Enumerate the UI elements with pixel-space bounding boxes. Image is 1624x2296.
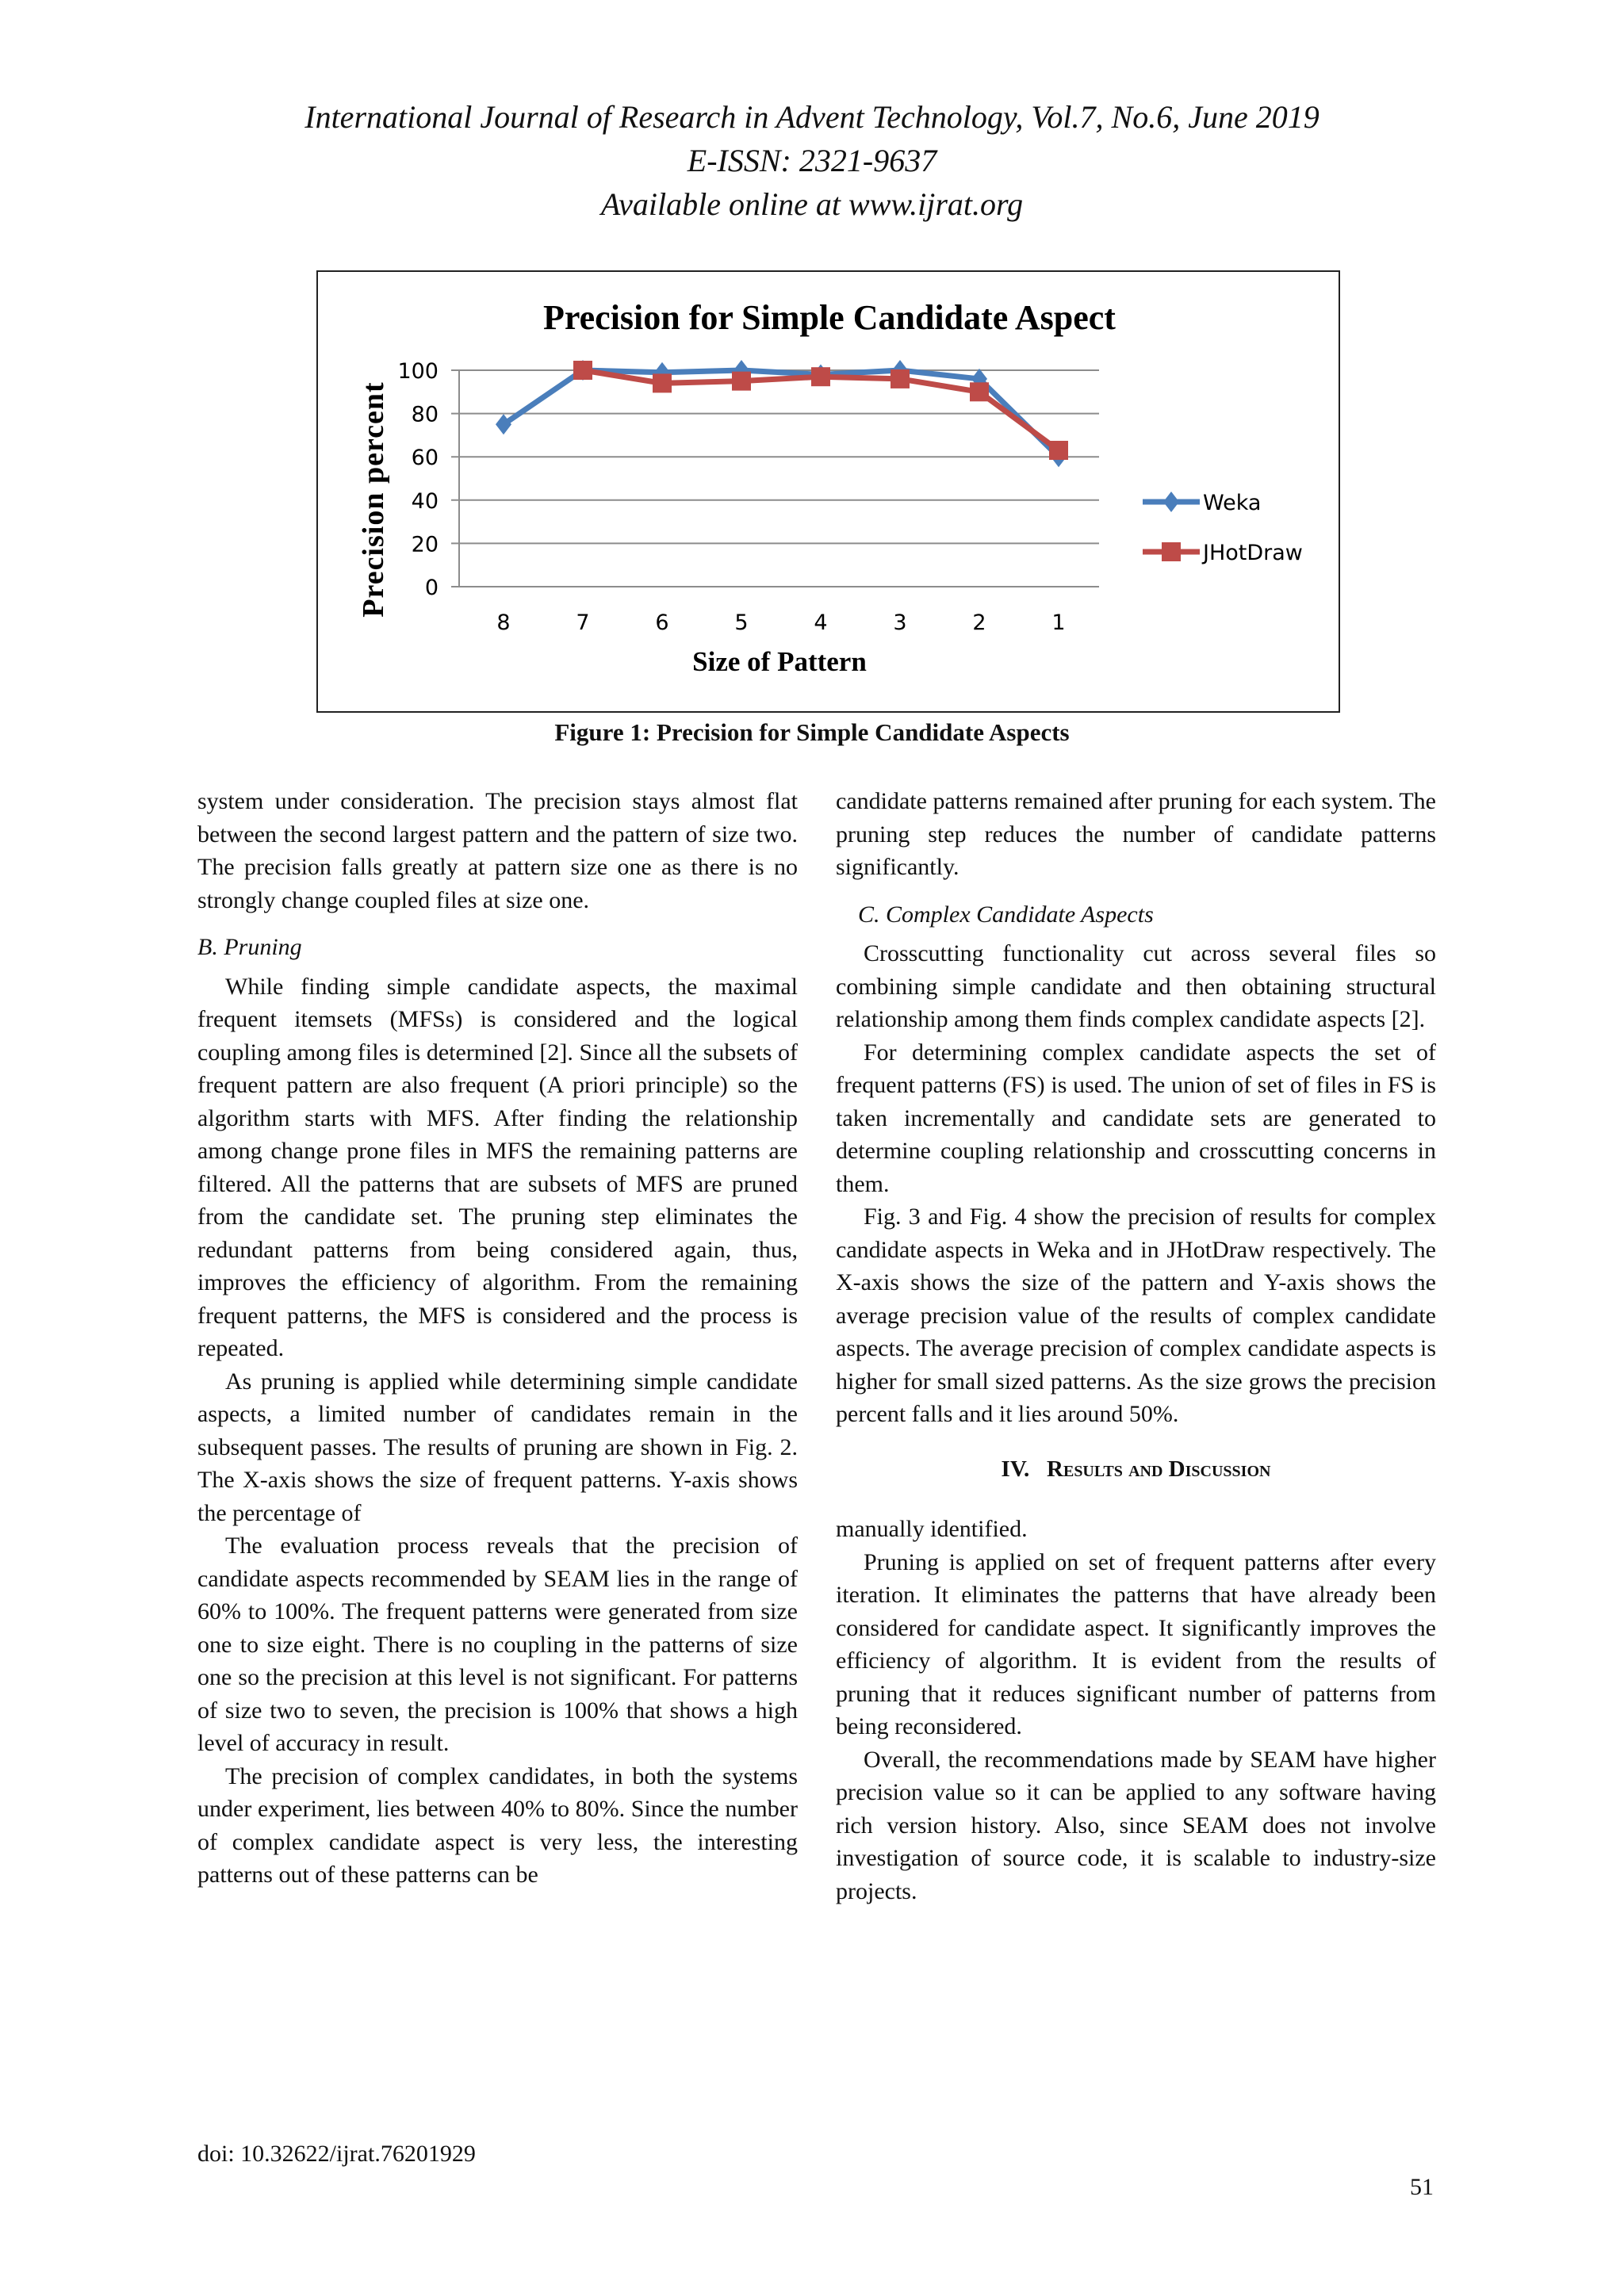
jhotdraw-point-marker	[970, 382, 989, 401]
paragraph: As pruning is applied while determining simple candidate aspects, a limited number of candidates remain in the subsequent passes. The results of pruning are shown in Fig. 2. The X-axis shows the size of frequent patterns. Y-axis shows the percentage of	[197, 1368, 798, 1526]
x-tick-label: 4	[814, 610, 828, 635]
paragraph: Pruning is applied on set of frequent patterns after every iteration. It eliminates the patterns that have already been considered for candidate aspect. It significantly improves the efficiency of algorithm. It is evident from the results of pruning that it reduces significant number of patterns from being reconsidered.	[836, 1548, 1436, 1739]
weka-point-marker	[1163, 492, 1179, 512]
jhotdraw-point-marker	[573, 361, 592, 380]
section-title: Results and Discussion	[1047, 1456, 1271, 1482]
x-axis-title: Size of Pattern	[692, 646, 867, 677]
y-tick-label: 100	[397, 359, 439, 384]
jhotdraw-point-marker	[1049, 441, 1068, 460]
legend-label: JHotDraw	[1203, 541, 1303, 565]
paragraph: The precision of complex candidates, in both the systems under experiment, lies between 40% to 80%. Since the number of complex candidate aspect is very less, the interesting patterns out of these patterns can be	[197, 1762, 798, 1888]
x-tick-label: 6	[655, 610, 669, 635]
left-column	[197, 785, 798, 1892]
figure-1-chart	[316, 270, 1340, 713]
paragraph: Fig. 3 and Fig. 4 show the precision of results for complex candidate aspects in Weka and in JHotDraw respectively. The X-axis shows the size of the pattern and Y-axis shows the average precision value of the results of complex candidate aspects. The average precision of complex candidate aspects is higher for small sized patterns. As the size grows the precision percent falls and it lies around 50%.	[836, 1203, 1436, 1427]
x-tick-label: 1	[1051, 610, 1066, 635]
paragraph: manually identified.	[836, 1516, 1028, 1542]
y-tick-label: 60	[411, 446, 439, 471]
right-column	[836, 785, 1436, 1908]
jhotdraw-point-marker	[891, 369, 910, 388]
x-tick-label: 7	[576, 610, 590, 635]
issn: E-ISSN: 2321-9637	[687, 143, 937, 178]
y-tick-label: 0	[424, 576, 439, 600]
online-url: Available online at www.ijrat.org	[600, 186, 1024, 222]
figure-caption: Figure 1: Precision for Simple Candidate Aspects	[554, 718, 1070, 746]
paragraph: candidate patterns remained after pruning for each system. The pruning step reduces the number of candidate patterns significantly.	[836, 788, 1436, 880]
chart-title: Precision for Simple Candidate Aspect	[543, 298, 1116, 337]
section-heading-results	[836, 1453, 1436, 1487]
paragraph: Crosscutting functionality cut across several files so combining simple candidate and then obtaining structural relationship among them finds complex candidate aspects [2].	[836, 940, 1436, 1032]
y-tick-label: 20	[411, 532, 439, 557]
subsection-heading-pruning: B. Pruning	[197, 934, 302, 960]
x-tick-label: 3	[893, 610, 907, 635]
x-tick-label: 8	[496, 610, 511, 635]
x-tick-label: 2	[972, 610, 986, 635]
paragraph: While finding simple candidate aspects, the maximal frequent itemsets (MFSs) is considered and the logical coupling among files is determined [2]. Since all the subsets of frequent pattern are also frequent (A priori principle) so the algorithm starts with MFS. After finding the relationship among change prone files in MFS the remaining patterns are filtered. All the patterns that are subsets of MFS are pruned from the candidate set. The pruning step eliminates the redundant patterns from being considered again, thus, improves the efficiency of algorithm. From the remaining frequent patterns, the MFS is considered and the process is repeated.	[197, 973, 798, 1361]
paragraph: system under consideration. The precision stays almost flat between the second largest pattern and the pattern of size two. The precision falls greatly at pattern size one as there is no strongly change coupled files at size one.	[197, 788, 798, 913]
paragraph: Overall, the recommendations made by SEAM have higher precision value so it can be applied to any software having rich version history. Also, since SEAM does not involve investigation of source code, it is scalable to industry-size projects.	[836, 1746, 1436, 1904]
y-tick-label: 40	[411, 488, 439, 514]
section-number: IV.	[1001, 1456, 1030, 1482]
jhotdraw-point-marker	[1162, 542, 1181, 561]
journal-title: International Journal of Research in Advent Technology, Vol.7, No.6, June 2019	[304, 99, 1320, 135]
jhotdraw-point-marker	[653, 373, 672, 392]
subsection-heading-complex: C. Complex Candidate Aspects	[858, 901, 1154, 928]
page-number: 51	[1410, 2174, 1434, 2200]
y-tick-label: 80	[411, 402, 439, 427]
legend-label: Weka	[1203, 491, 1262, 515]
jhotdraw-point-marker	[811, 367, 830, 386]
paragraph: For determining complex candidate aspects the set of frequent patterns (FS) is used. The union of set of files in FS is taken incrementally and candidate sets are generated to determine coupling relationship and crosscutting concerns in them.	[836, 1039, 1436, 1197]
x-tick-label: 5	[734, 610, 749, 635]
doi: doi: 10.32622/ijrat.76201929	[197, 2141, 476, 2167]
paragraph: The evaluation process reveals that the precision of candidate aspects recommended by SEAM lies in the range of 60% to 100%. The frequent patterns were generated from size one to size eight. There is no coupling in the patterns of size one so the precision at this level is not significant. For patterns of size two to seven, the precision is 100% that shows a high level of accuracy in result.	[197, 1533, 798, 1756]
weka-point-marker	[496, 414, 511, 434]
jhotdraw-point-marker	[732, 372, 751, 391]
y-axis-title: Precision percent	[357, 381, 390, 618]
